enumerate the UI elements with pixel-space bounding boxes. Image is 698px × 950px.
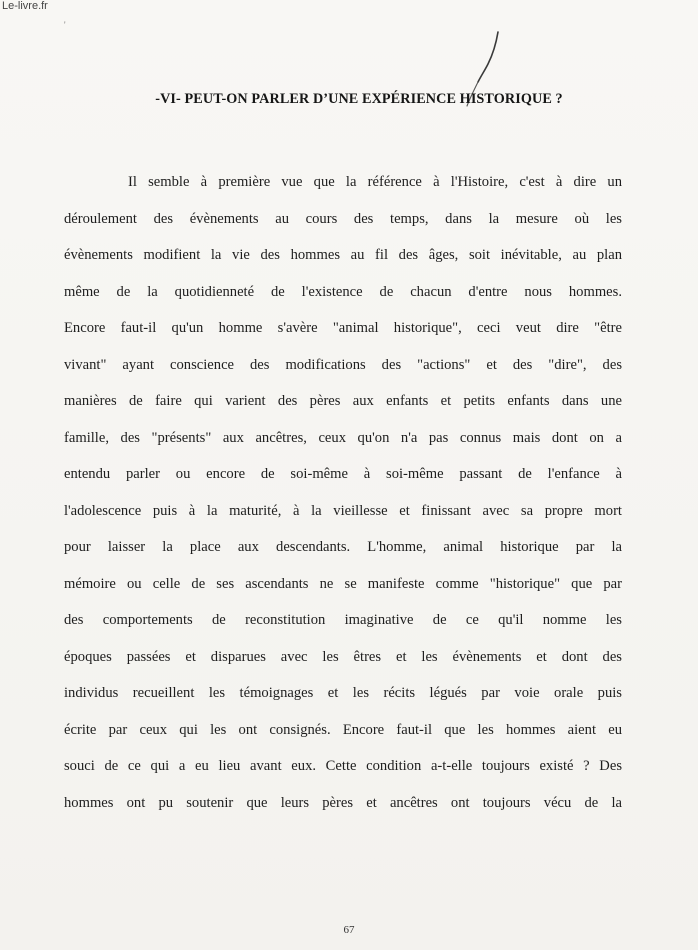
text-line: mémoire ou celle de ses ascendants ne se manifeste comme "historique" que par xyxy=(64,575,622,592)
text-line: même de la quotidienneté de l'existence de chacun d'entre nous hommes. xyxy=(64,283,622,300)
watermark-text: Le-livre.fr xyxy=(2,0,48,12)
text-line: souci de ce qui a eu lieu avant eux. Cette condition a-t-elle toujours existé ? Des xyxy=(64,758,622,774)
text-line: Encore faut-il qu'un homme s'avère "animal historique", ceci veut dire "être xyxy=(64,320,622,336)
page-number: 67 xyxy=(343,924,355,936)
text-line: déroulement des évènements au cours des temps, dans la mesure où les xyxy=(64,210,622,227)
handwritten-pen-stroke xyxy=(0,0,698,140)
text-line: individus recueillent les témoignages et les récits légués par voie orale puis xyxy=(64,685,622,701)
text-line: écrite par ceux qui les ont consignés. Encore faut-il que les hommes aient eu xyxy=(64,721,622,738)
text-line: évènements modifient la vie des hommes au fil des âges, soit inévitable, au plan xyxy=(64,247,622,263)
text-line: entendu parler ou encore de soi-même à soi-même passant de l'enfance à xyxy=(64,466,622,482)
text-line: époques passées et disparues avec les êtres et les évènements et dont des xyxy=(64,648,622,665)
margin-mark: ' xyxy=(64,20,66,30)
text-line: famille, des "présents" aux ancêtres, ceux qu'on n'a pas connus mais dont on a xyxy=(64,429,622,446)
section-heading-text: -VI- PEUT-ON PARLER D’UNE EXPÉRIENCE HISTORIQUE ? xyxy=(155,91,563,107)
text-line: pour laisser la place aux descendants. L'homme, animal historique par la xyxy=(64,539,622,555)
body-paragraph xyxy=(64,167,622,824)
text-line: vivant" ayant conscience des modifications des "actions" et des "dire", des xyxy=(64,356,622,373)
section-heading xyxy=(0,91,698,108)
text-line: l'adolescence puis à la maturité, à la vieillesse et finissant avec sa propre mort xyxy=(64,502,622,519)
text-line: des comportements de reconstitution imaginative de ce qu'il nomme les xyxy=(64,612,622,628)
text-line: manières de faire qui varient des pères aux enfants et petits enfants dans une xyxy=(64,393,622,409)
text-line: Il semble à première vue que la référence à l'Histoire, c'est à dire un xyxy=(128,174,622,190)
text-line: hommes ont pu soutenir que leurs pères et ancêtres ont toujours vécu de la xyxy=(64,794,622,811)
pen-stroke-upper xyxy=(478,32,498,82)
